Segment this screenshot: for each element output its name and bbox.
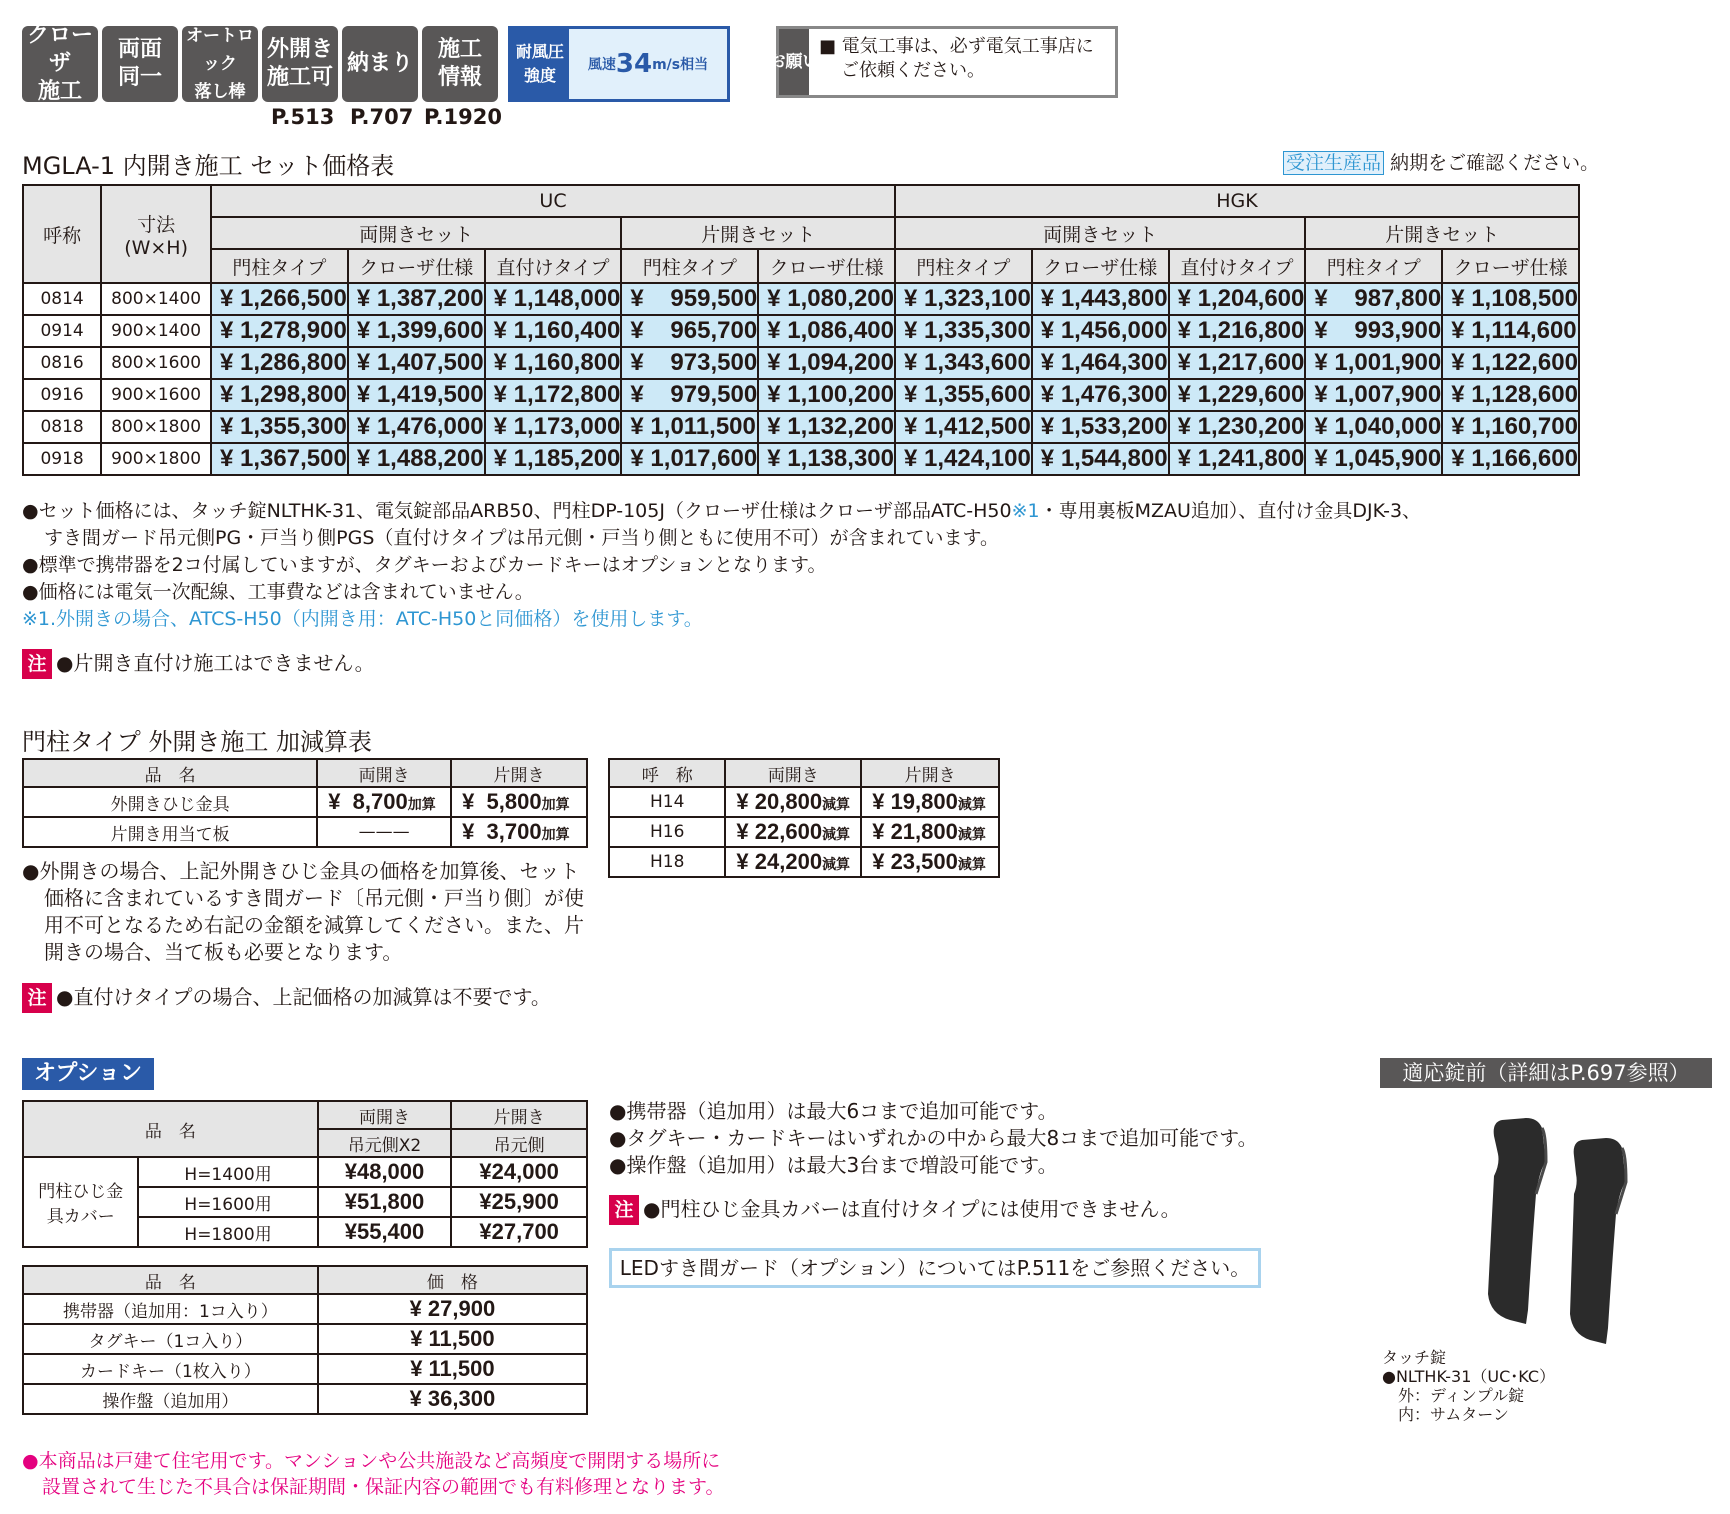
col-header: 品 名 [23, 1266, 318, 1294]
note-line: ●価格には電気一次配線、工事費などは含まれていません。 [22, 581, 534, 603]
price-cell: ¥ 1,160,800 [485, 347, 622, 379]
price-cell: ¥ 1,040,000 [1305, 411, 1442, 443]
table-row [609, 817, 999, 847]
price-cell: ¥ 993,900 [1305, 315, 1442, 347]
price-cell: ¥ 1,011,500 [621, 411, 758, 443]
subgroup-header: 両開きセット [211, 217, 621, 249]
table-row [23, 1157, 587, 1187]
table-row [23, 1354, 587, 1384]
price-cell: ¥ 24,200減算 [725, 847, 861, 877]
price-cell: ¥ 1,443,800 [1032, 283, 1169, 315]
col-size-header: 寸法 (W×H) [101, 185, 211, 283]
set-price-table [22, 184, 1580, 476]
price-cell: ¥ 1,166,600 [1442, 443, 1579, 475]
page-ref[interactable]: P.1920 [424, 105, 502, 129]
type-header: 門柱タイプ [1305, 249, 1442, 283]
price-cell: ¥ 1,172,800 [485, 379, 622, 411]
price-cell: ¥ 1,355,600 [895, 379, 1032, 411]
row-name: 片開き用当て板 [23, 817, 317, 847]
table-row [23, 787, 587, 817]
price-cell: ¥ 965,700 [621, 315, 758, 347]
price-cell: ¥ 987,800 [1305, 283, 1442, 315]
row-name: カードキー（1枚入り） [23, 1354, 318, 1384]
row-name: H16 [609, 817, 725, 847]
caution-note [609, 1194, 1181, 1225]
price-cell: ¥ 1,323,100 [895, 283, 1032, 315]
lock-header: 適応錠前（詳細はP.697参照） [1380, 1058, 1712, 1088]
price-cell: ¥ 1,229,600 [1169, 379, 1306, 411]
price-cell: ¥ 1,298,800 [211, 379, 348, 411]
price-cell: ¥ 1,476,300 [1032, 379, 1169, 411]
price-cell: ¥ 27,900 [318, 1294, 587, 1324]
col-header: 片開き [861, 759, 999, 787]
price-cell: ¥ 1,544,800 [1032, 443, 1169, 475]
price-cell: ¥ 973,500 [621, 347, 758, 379]
price-cell: ¥ 1,080,200 [758, 283, 895, 315]
price-cell: ——— [317, 817, 451, 847]
price-cell: ¥ 20,800減算 [725, 787, 861, 817]
table-row [609, 787, 999, 817]
price-cell: ¥ 1,387,200 [348, 283, 485, 315]
price-cell: ¥ 1,204,600 [1169, 283, 1306, 315]
col-header: 片開き [451, 1101, 587, 1129]
price-cell: ¥ 1,100,200 [758, 379, 895, 411]
price-cell: ¥ 1,399,600 [348, 315, 485, 347]
price-cell: ¥ 1,108,500 [1442, 283, 1579, 315]
price-cell: ¥ 959,500 [621, 283, 758, 315]
group-hgk: HGK [895, 185, 1579, 217]
price-cell: ¥ 1,488,200 [348, 443, 485, 475]
price-cell: ¥ 23,500減算 [861, 847, 999, 877]
price-cell: ¥ 1,173,000 [485, 411, 622, 443]
table-row [23, 315, 1579, 347]
price-cell: ¥ 1,017,600 [621, 443, 758, 475]
price-cell: ¥ 1,128,600 [1442, 379, 1579, 411]
type-header: 門柱タイプ [211, 249, 348, 283]
order-note [1283, 148, 1599, 175]
col-header: 価 格 [318, 1266, 587, 1294]
subgroup-header: 片開きセット [621, 217, 895, 249]
row-name: H18 [609, 847, 725, 877]
col-subheader: 吊元側X2 [318, 1129, 452, 1157]
adjust-title: 門柱タイプ 外開き施工 加減算表 [22, 728, 373, 756]
price-cell: ¥ 1,160,400 [485, 315, 622, 347]
price-cell: ¥ 8,700加算 [317, 787, 451, 817]
caution-text: ●直付けタイプの場合、上記価格の加減算は不要です。 [56, 985, 551, 1009]
row-name: タグキー（1コ入り） [23, 1324, 318, 1354]
notice-label: お 願 い [779, 29, 809, 95]
footer-warning: ●本商品は戸建て住宅用です。マンションや公共施設など高頻度で開閉する場所に 設置されて生じた不具合は保証期間・保証内容の範囲でも有料修理となります。 [22, 1450, 725, 1498]
row-name: 0816 [23, 347, 101, 379]
price-cell: ¥ 11,500 [318, 1354, 587, 1384]
row-name: H=1400用 [138, 1157, 317, 1187]
price-cell: ¥ 36,300 [318, 1384, 587, 1414]
adjust-note: ●外開きの場合、上記外開きひじ金具の価格を加算後、セット 価格に含まれているすき間ガード〔吊元側・戸当り側〕が使 用不可となるため右記の金額を減算してください。また、片 開きの場合、当て板も必要となります。 [22, 859, 584, 964]
caution-icon: 注 [22, 983, 52, 1013]
row-name: 0916 [23, 379, 101, 411]
note-line: ●標準で携帯器を2コ付属していますが、タグキーおよびカードキーはオプションとなります。 [22, 554, 827, 576]
price-notes [22, 498, 1622, 633]
row-name: 0818 [23, 411, 101, 443]
price-cell: ¥ 1,045,900 [1305, 443, 1442, 475]
wind-resistance-badge [508, 26, 730, 102]
note-line: ●セット価格には、タッチ錠NLTHK-31、電気錠部品ARB50、門柱DP-105J（クローザ仕様はクローザ部品ATC-H50 [22, 500, 1012, 522]
price-cell: ¥ 1,230,200 [1169, 411, 1306, 443]
note-line: ・専用裏板MZAU追加）、直付け金具DJK-3、 [1039, 500, 1422, 522]
caution-text: ●門柱ひじ金具カバーは直付けタイプには使用できません。 [643, 1197, 1181, 1221]
tag-closer: クローザ 施工 [22, 26, 98, 102]
tag-construction: 施工 情報 [422, 26, 498, 102]
price-cell: ¥ 1,355,300 [211, 411, 348, 443]
subgroup-header: 両開きセット [895, 217, 1305, 249]
group-uc: UC [211, 185, 895, 217]
price-cell: ¥ 1,343,600 [895, 347, 1032, 379]
lock-model: ●NLTHK-31（UC･KC） [1382, 1367, 1556, 1386]
table-row [23, 443, 1579, 475]
row-size: 900×1600 [101, 379, 211, 411]
row-size: 800×1800 [101, 411, 211, 443]
price-cell: ¥ 1,132,200 [758, 411, 895, 443]
price-cell: ¥ 1,367,500 [211, 443, 348, 475]
lock-name: タッチ錠 [1382, 1348, 1447, 1367]
price-cell: ¥ 21,800減算 [861, 817, 999, 847]
caution-note [22, 982, 551, 1013]
table-row [23, 379, 1579, 411]
tag-fit: 納まり [342, 26, 418, 102]
price-cell: ¥ 1,185,200 [485, 443, 622, 475]
price-cell: ¥ 1,217,600 [1169, 347, 1306, 379]
wind-label: 耐風圧 [515, 42, 564, 61]
price-cell: ¥ 1,160,700 [1442, 411, 1579, 443]
type-header: 直付けタイプ [485, 249, 622, 283]
options-notes: ●携帯器（追加用）は最大6コまで追加可能です。 ●タグキー・カードキーはいずれかの中から最大8コまで追加可能です。 ●操作盤（追加用）は最大3台まで増設可能です。 [609, 1099, 1258, 1177]
row-name: 0914 [23, 315, 101, 347]
caution-icon: 注 [22, 649, 52, 679]
col-header: 片開き [451, 759, 587, 787]
price-cell: ¥ 3,700加算 [451, 817, 587, 847]
price-cell: ¥ 1,094,200 [758, 347, 895, 379]
table-row [609, 847, 999, 877]
price-cell: ¥ 1,148,000 [485, 283, 622, 315]
type-header: 門柱タイプ [621, 249, 758, 283]
price-cell: ¥ 1,286,800 [211, 347, 348, 379]
options-table-cover [22, 1100, 588, 1248]
wind-prefix: 風速 [587, 57, 616, 73]
adjust-table-left [22, 758, 588, 848]
lock-outer: 外：ディンプル錠 [1398, 1386, 1525, 1405]
table-row [23, 411, 1579, 443]
row-size: 800×1600 [101, 347, 211, 379]
wind-unit: m/s相当 [652, 57, 709, 73]
price-cell: ¥48,000 [318, 1157, 452, 1187]
request-notice [768, 26, 1118, 98]
tag-autolock: オートロック 落し棒 [182, 26, 258, 102]
col-header: 呼 称 [609, 759, 725, 787]
subgroup-header: 片開きセット [1305, 217, 1579, 249]
price-cell: ¥ 1,122,600 [1442, 347, 1579, 379]
table-row [23, 1384, 587, 1414]
col-name-header: 呼称 [23, 185, 101, 283]
table-row [23, 1324, 587, 1354]
row-name: 0814 [23, 283, 101, 315]
caution-note [22, 648, 375, 679]
price-cell: ¥ 1,086,400 [758, 315, 895, 347]
row-name: 外開きひじ金具 [23, 787, 317, 817]
options-table-keys [22, 1265, 588, 1415]
price-cell: ¥ 1,419,500 [348, 379, 485, 411]
col-header: 両開き [725, 759, 861, 787]
table-row [23, 1294, 587, 1324]
col-header: 品 名 [23, 759, 317, 787]
type-header: クローザ仕様 [1032, 249, 1169, 283]
note-line: すき間ガード吊元側PG・戸当り側PGS（直付けタイプは吊元側・戸当り側ともに使用不可）が含まれています。 [44, 527, 999, 549]
price-cell: ¥ 1,464,300 [1032, 347, 1169, 379]
price-cell: ¥51,800 [318, 1187, 452, 1217]
row-name: H=1800用 [138, 1217, 317, 1247]
price-cell: ¥ 1,241,800 [1169, 443, 1306, 475]
lock-inner: 内：サムターン [1398, 1405, 1509, 1424]
row-name: H14 [609, 787, 725, 817]
caution-icon: 注 [609, 1195, 639, 1225]
row-size: 800×1400 [101, 283, 211, 315]
price-cell: ¥ 1,407,500 [348, 347, 485, 379]
caution-text: ●片開き直付け施工はできません。 [56, 651, 375, 675]
row-name: 操作盤（追加用） [23, 1384, 318, 1414]
col-subheader: 吊元側 [451, 1129, 587, 1157]
row-name: 携帯器（追加用：1コ入り） [23, 1294, 318, 1324]
price-cell: ¥ 1,266,500 [211, 283, 348, 315]
price-cell: ¥ 979,500 [621, 379, 758, 411]
price-cell: ¥ 5,800加算 [451, 787, 587, 817]
price-cell: ¥55,400 [318, 1217, 452, 1247]
note-footnote: ※1.外開きの場合、ATCS-H50（内開き用：ATC-H50と同価格）を使用します。 [22, 608, 703, 630]
type-header: 直付けタイプ [1169, 249, 1306, 283]
row-size: 900×1400 [101, 315, 211, 347]
col-header: 両開き [317, 759, 451, 787]
price-cell: ¥ 1,278,900 [211, 315, 348, 347]
row-name: H=1600用 [138, 1187, 317, 1217]
notice-text: ■ 電気工事は、必ず電気工事店に [819, 36, 1094, 57]
price-cell: ¥ 1,007,900 [1305, 379, 1442, 411]
page-ref[interactable]: P.707 [350, 105, 414, 129]
type-header: クローザ仕様 [1442, 249, 1579, 283]
main-table-title: MGLA-1 内開き施工 セット価格表 [22, 152, 395, 180]
col-header: 両開き [318, 1101, 452, 1129]
notice-text: ご依頼ください。 [841, 60, 985, 81]
price-cell: ¥ 11,500 [318, 1324, 587, 1354]
price-cell: ¥27,700 [451, 1217, 587, 1247]
type-header: クローザ仕様 [348, 249, 485, 283]
tag-outward: 外開き 施工可 [262, 26, 338, 102]
touch-lock-image [1480, 1114, 1640, 1354]
price-cell: ¥ 1,476,000 [348, 411, 485, 443]
price-cell: ¥ 1,424,100 [895, 443, 1032, 475]
tag-double: 両面 同一 [102, 26, 178, 102]
table-row [23, 347, 1579, 379]
wind-label: 強度 [523, 66, 556, 85]
group-name: 門柱ひじ金具カバー [23, 1157, 138, 1247]
row-name: 0918 [23, 443, 101, 475]
type-header: 門柱タイプ [895, 249, 1032, 283]
led-guard-link[interactable]: LEDすき間ガード（オプション）についてはP.511をご参照ください。 [609, 1248, 1261, 1288]
price-cell: ¥ 1,001,900 [1305, 347, 1442, 379]
price-cell: ¥ 1,335,300 [895, 315, 1032, 347]
price-cell: ¥ 1,412,500 [895, 411, 1032, 443]
price-cell: ¥ 22,600減算 [725, 817, 861, 847]
price-cell: ¥ 1,216,800 [1169, 315, 1306, 347]
price-cell: ¥ 1,138,300 [758, 443, 895, 475]
page-ref[interactable]: P.513 [271, 105, 335, 129]
wind-value: 34 [615, 49, 653, 79]
price-cell: ¥24,000 [451, 1157, 587, 1187]
price-cell: ¥ 1,456,000 [1032, 315, 1169, 347]
row-size: 900×1800 [101, 443, 211, 475]
order-note-text: 納期をご確認ください。 [1390, 152, 1600, 174]
type-header: クローザ仕様 [758, 249, 895, 283]
note-ref[interactable]: ※1 [1011, 500, 1040, 522]
price-cell: ¥ 19,800減算 [861, 787, 999, 817]
price-cell: ¥25,900 [451, 1187, 587, 1217]
made-to-order-badge: 受注生産品 [1283, 151, 1384, 175]
price-cell: ¥ 1,533,200 [1032, 411, 1169, 443]
col-header: 品 名 [23, 1101, 318, 1157]
price-cell: ¥ 1,114,600 [1442, 315, 1579, 347]
table-row [23, 283, 1579, 315]
table-row [23, 817, 587, 847]
options-label: オプション [22, 1058, 154, 1090]
adjust-table-right [608, 758, 1000, 878]
